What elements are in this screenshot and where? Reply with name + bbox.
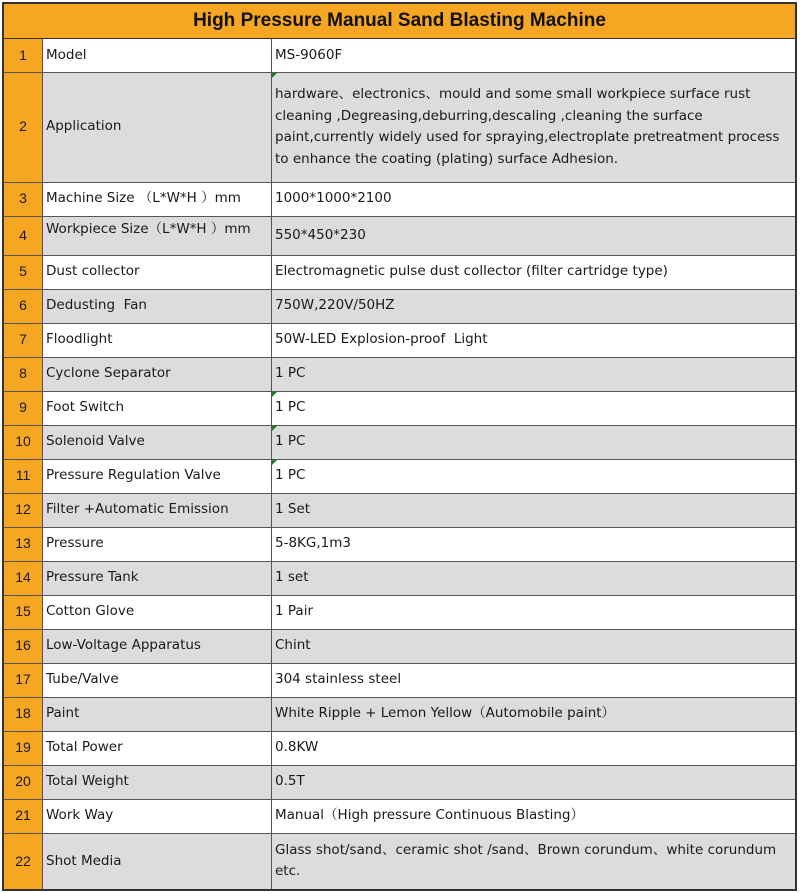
row-number: 8 xyxy=(4,357,43,391)
spec-name: Workpiece Size（L*W*H ）mm xyxy=(43,216,272,255)
cell-comment-marker xyxy=(272,426,277,431)
spec-value: 1000*1000*2100 xyxy=(272,182,796,216)
spec-value xyxy=(272,425,796,459)
spec-value: 1 set xyxy=(272,561,796,595)
spec-value: Manual（High pressure Continuous Blasting） xyxy=(272,799,796,833)
row-number: 18 xyxy=(4,697,43,731)
table-row xyxy=(4,459,795,493)
table-row xyxy=(4,561,795,595)
spec-value: 0.8KW xyxy=(272,731,796,765)
spec-name: Cotton Glove xyxy=(43,595,272,629)
spec-name: Shot Media xyxy=(43,833,272,889)
spec-name: Dust collector xyxy=(43,255,272,289)
row-number: 6 xyxy=(4,289,43,323)
spec-name: Pressure Regulation Valve xyxy=(43,459,272,493)
row-number: 10 xyxy=(4,425,43,459)
table-row xyxy=(4,663,795,697)
row-number: 7 xyxy=(4,323,43,357)
spec-value-text: 1 PC xyxy=(275,467,306,484)
table-row xyxy=(4,391,795,425)
spec-value xyxy=(272,391,796,425)
spec-value: 1 Pair xyxy=(272,595,796,629)
spec-name: Model xyxy=(43,39,272,72)
spec-name: Floodlight xyxy=(43,323,272,357)
spec-value: 304 stainless steel xyxy=(272,663,796,697)
table-row xyxy=(4,731,795,765)
table-row xyxy=(4,216,795,255)
table-row xyxy=(4,629,795,663)
table-row xyxy=(4,697,795,731)
spec-value xyxy=(272,459,796,493)
row-number: 15 xyxy=(4,595,43,629)
row-number: 14 xyxy=(4,561,43,595)
spec-value: Glass shot/sand、ceramic shot /sand、Brown corundum、white corundum etc. xyxy=(272,833,796,889)
spec-table xyxy=(4,39,795,889)
table-row xyxy=(4,357,795,391)
spec-value-text: hardware、electronics、mould and some small workpiece surface rust cleaning ,Degreasing,deburring,descaling ,cleaning the surface paint,currently widely used for spraying,electroplate pretreatment process to enhance the coating (plating) surface Adhesion. xyxy=(275,86,780,167)
spec-value: White Ripple + Lemon Yellow（Automobile paint） xyxy=(272,697,796,731)
spec-sheet xyxy=(2,2,797,891)
table-row xyxy=(4,493,795,527)
row-number: 2 xyxy=(4,72,43,182)
row-number: 9 xyxy=(4,391,43,425)
spec-name: Total Power xyxy=(43,731,272,765)
cell-comment-marker xyxy=(272,73,277,78)
table-row xyxy=(4,799,795,833)
row-number: 16 xyxy=(4,629,43,663)
spec-name: Application xyxy=(43,72,272,182)
spec-value: 50W-LED Explosion-proof Light xyxy=(272,323,796,357)
spec-value: Electromagnetic pulse dust collector (filter cartridge type) xyxy=(272,255,796,289)
row-number: 22 xyxy=(4,833,43,889)
spec-value: 0.5T xyxy=(272,765,796,799)
spec-value xyxy=(272,72,796,182)
table-row xyxy=(4,527,795,561)
spec-name: Filter +Automatic Emission xyxy=(43,493,272,527)
spec-value: 1 Set xyxy=(272,493,796,527)
spec-name: Low-Voltage Apparatus xyxy=(43,629,272,663)
table-row xyxy=(4,323,795,357)
sheet-title: High Pressure Manual Sand Blasting Machine xyxy=(4,4,795,39)
table-row xyxy=(4,182,795,216)
spec-name: Tube/Valve xyxy=(43,663,272,697)
spec-name: Machine Size （L*W*H ）mm xyxy=(43,182,272,216)
row-number: 19 xyxy=(4,731,43,765)
spec-value-text: 1 PC xyxy=(275,433,306,450)
table-row xyxy=(4,833,795,889)
row-number: 12 xyxy=(4,493,43,527)
row-number: 11 xyxy=(4,459,43,493)
spec-name: Total Weight xyxy=(43,765,272,799)
table-row xyxy=(4,39,795,72)
spec-name: Pressure Tank xyxy=(43,561,272,595)
spec-value: 1 PC xyxy=(272,357,796,391)
table-row xyxy=(4,595,795,629)
spec-name: Foot Switch xyxy=(43,391,272,425)
spec-value: Chint xyxy=(272,629,796,663)
spec-name: Cyclone Separator xyxy=(43,357,272,391)
spec-value: MS-9060F xyxy=(272,39,796,72)
spec-name: Paint xyxy=(43,697,272,731)
row-number: 3 xyxy=(4,182,43,216)
row-number: 20 xyxy=(4,765,43,799)
row-number: 5 xyxy=(4,255,43,289)
table-row xyxy=(4,289,795,323)
table-row xyxy=(4,765,795,799)
spec-name: Work Way xyxy=(43,799,272,833)
row-number: 4 xyxy=(4,216,43,255)
spec-value: 5-8KG,1m3 xyxy=(272,527,796,561)
row-number: 21 xyxy=(4,799,43,833)
row-number: 13 xyxy=(4,527,43,561)
spec-value-text: 1 PC xyxy=(275,399,306,416)
cell-comment-marker xyxy=(272,460,277,465)
cell-comment-marker xyxy=(272,392,277,397)
table-row xyxy=(4,425,795,459)
table-row xyxy=(4,255,795,289)
spec-name: Dedusting Fan xyxy=(43,289,272,323)
spec-name: Pressure xyxy=(43,527,272,561)
spec-value: 550*450*230 xyxy=(272,216,796,255)
spec-value: 750W,220V/50HZ xyxy=(272,289,796,323)
table-row xyxy=(4,72,795,182)
spec-name: Solenoid Valve xyxy=(43,425,272,459)
row-number: 1 xyxy=(4,39,43,72)
row-number: 17 xyxy=(4,663,43,697)
